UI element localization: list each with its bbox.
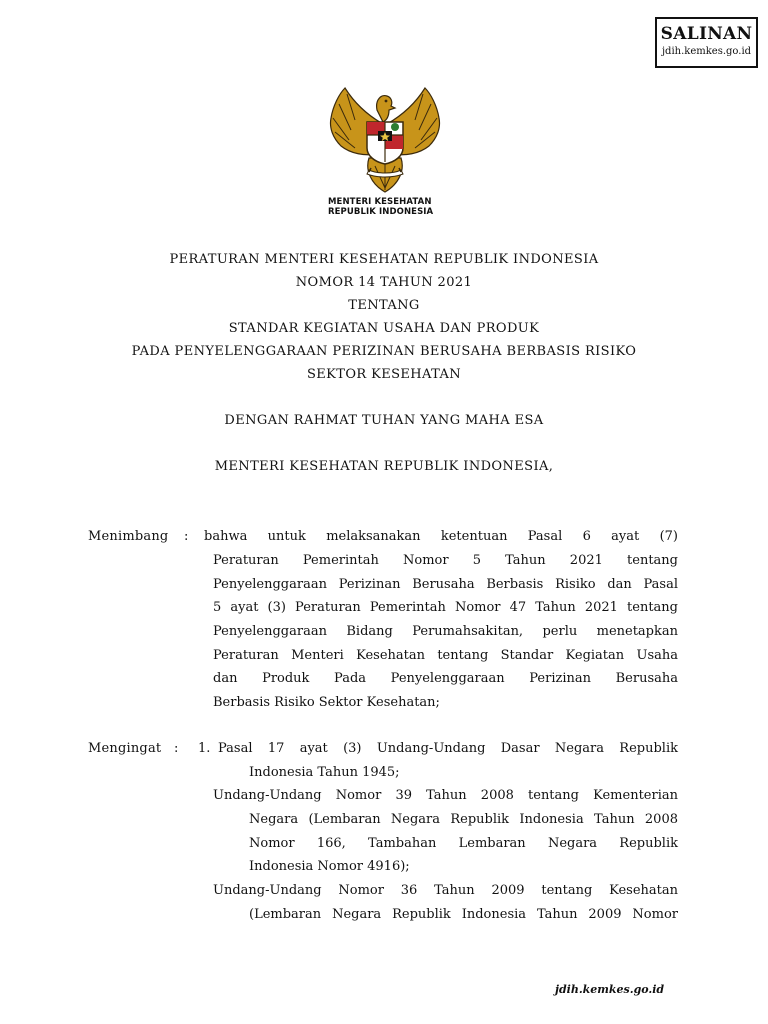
menimbang-line: Berbasis Risiko Sektor Kesehatan; [213, 695, 440, 710]
mengingat-label: Mengingat [88, 741, 162, 756]
mengingat-item-line: Nomor 166, Tambahan Lembaran Negara Republik [249, 836, 678, 851]
mengingat-item-line: Pasal 17 ayat (3) Undang-Undang Dasar Negara Republik [218, 741, 678, 756]
mengingat-item-number: 1. [198, 741, 211, 756]
menimbang-line: Peraturan Pemerintah Nomor 5 Tahun 2021 tentang [213, 553, 678, 568]
mengingat-item-line: Indonesia Nomor 4916); [249, 859, 410, 874]
menimbang-line: Peraturan Menteri Kesehatan tentang Standar Kegiatan Usaha [213, 648, 678, 663]
minister-title: MENTERI KESEHATAN REPUBLIK INDONESIA, [214, 459, 554, 474]
mengingat-item-line: (Lembaran Negara Republik Indonesia Tahun 2009 Nomor [249, 907, 678, 922]
footer-url: jdih.kemkes.go.id [555, 983, 665, 996]
regulation-subject-line3: SEKTOR KESEHATAN [306, 367, 462, 382]
grace-phrase: DENGAN RAHMAT TUHAN YANG MAHA ESA [224, 413, 544, 428]
mengingat-item-line: Undang-Undang Nomor 39 Tahun 2008 tentang Kementerian [213, 788, 678, 803]
regulation-about: TENTANG [348, 298, 420, 313]
emblem-caption-line2: REPUBLIK INDONESIA [328, 207, 434, 217]
salinan-stamp [655, 17, 758, 68]
emblem-caption [328, 197, 458, 217]
garuda-emblem-icon [325, 84, 445, 196]
stamp-title: SALINAN [660, 24, 753, 44]
menimbang-label: Menimbang [88, 529, 169, 544]
emblem-caption-line1: MENTERI KESEHATAN [328, 197, 432, 207]
menimbang-colon: : [184, 529, 189, 544]
mengingat-item-line: Undang-Undang Nomor 36 Tahun 2009 tentang Kesehatan [213, 883, 678, 898]
mengingat-item-line: Indonesia Tahun 1945; [249, 765, 400, 780]
mengingat-item-line: Negara (Lembaran Negara Republik Indonesia Tahun 2008 [249, 812, 678, 827]
regulation-title: PERATURAN MENTERI KESEHATAN REPUBLIK INDONESIA [169, 252, 599, 267]
regulation-number: NOMOR 14 TAHUN 2021 [295, 275, 473, 290]
menimbang-line: dan Produk Pada Penyelenggaraan Perizinan Berusaha [213, 671, 678, 686]
regulation-subject-line1: STANDAR KEGIATAN USAHA DAN PRODUK [228, 321, 540, 336]
regulation-subject-line2: PADA PENYELENGGARAAN PERIZINAN BERUSAHA BERBASIS RISIKO [131, 344, 637, 359]
menimbang-line: Penyelenggaraan Bidang Perumahsakitan, perlu menetapkan [213, 624, 678, 639]
stamp-url: jdih.kemkes.go.id [661, 46, 752, 57]
menimbang-line: Penyelenggaraan Perizinan Berusaha Berbasis Risiko dan Pasal [213, 577, 678, 592]
menimbang-line: bahwa untuk melaksanakan ketentuan Pasal 6 ayat (7) [204, 529, 678, 544]
mengingat-colon: : [174, 741, 179, 756]
menimbang-line: 5 ayat (3) Peraturan Pemerintah Nomor 47 Tahun 2021 tentang [213, 600, 678, 615]
